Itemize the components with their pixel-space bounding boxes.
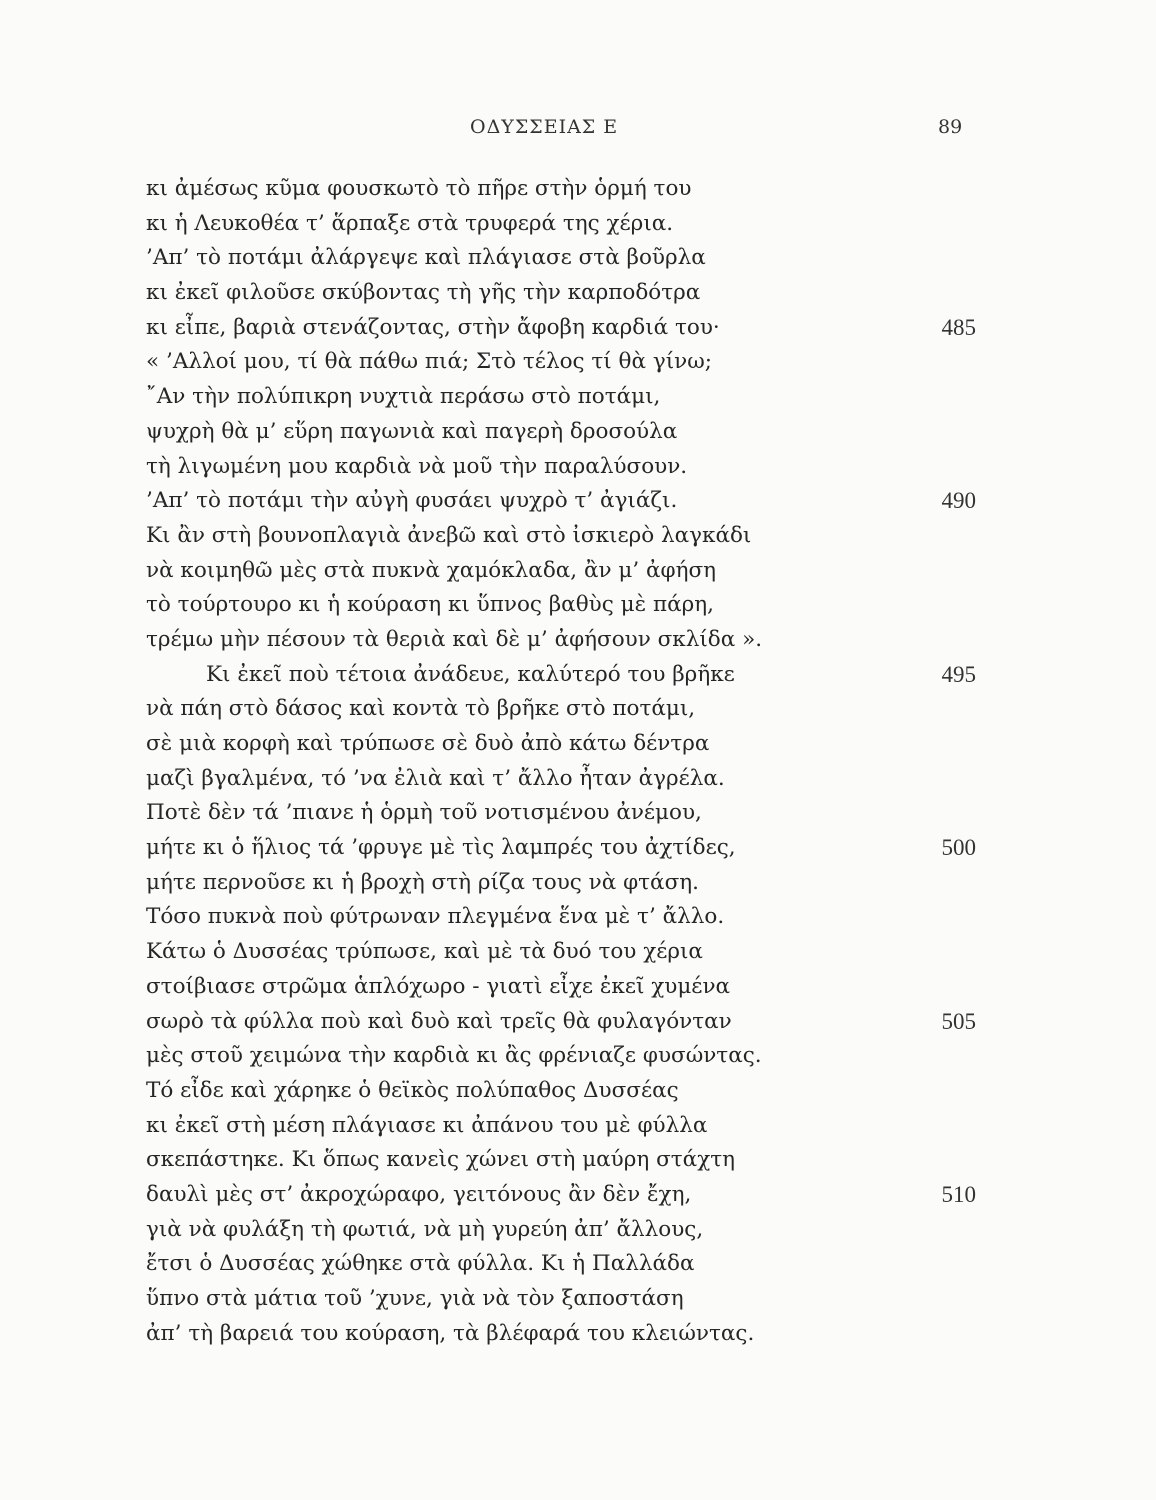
- verse-text: ἀπ’ τὴ βαρειά του κούραση, τὰ βλέφαρά του κλειώντας.: [146, 1320, 755, 1346]
- verse-text: νὰ πάη στὸ δάσος καὶ κοντὰ τὸ βρῆκε στὸ ποτάμι,: [146, 696, 696, 722]
- verse-text: κι εἶπε, βαριὰ στενάζοντας, στὴν ἄφοβη καρδιά του·: [146, 314, 720, 340]
- verse-text: Κι ἐκεῖ ποὺ τέτοια ἀνάδευε, καλύτερό του βρῆκε: [206, 661, 735, 687]
- verse-line: [146, 450, 976, 485]
- verse-line: [146, 415, 976, 450]
- verse-text: Κάτω ὁ Δυσσέας τρύπωσε, καὶ μὲ τὰ δυό του χέρια: [146, 939, 703, 965]
- verse-text: σωρὸ τὰ φύλλα ποὺ καὶ δυὸ καὶ τρεῖς θὰ φυλαγόνταν: [146, 1008, 732, 1034]
- verse-line: [146, 276, 976, 311]
- verse-text: μὲς στοῦ χειμώνα τὴν καρδιὰ κι ἂς φρένιαζε φυσώντας.: [146, 1043, 762, 1069]
- verse-text: κι ἐκεῖ φιλοῦσε σκύβοντας τὴ γῆς τὴν καρποδότρα: [146, 280, 701, 306]
- verse-line: [146, 484, 976, 519]
- verse-text: ’Απ’ τὸ ποτάμι τὴν αὐγὴ φυσάει ψυχρὸ τ’ ἀγιάζι.: [146, 488, 678, 514]
- verse-line: [146, 762, 976, 797]
- line-number: 510: [941, 1181, 976, 1207]
- verse-line: [146, 1282, 976, 1317]
- verse-text: « ’Αλλοί μου, τί θὰ πάθω πιά; Στὸ τέλος τί θὰ γίνω;: [146, 349, 712, 375]
- verse-line: [146, 1109, 976, 1144]
- verse-line: [146, 519, 976, 554]
- verse-text: δαυλὶ μὲς στ’ ἀκροχώραφο, γειτόνους ἂν δὲν ἔχη,: [146, 1181, 692, 1207]
- verse-line: [146, 1213, 976, 1248]
- verse-line: [146, 345, 976, 380]
- verse-text: τὸ τούρτουρο κι ἡ κούραση κι ὕπνος βαθὺς μὲ πάρη,: [146, 592, 714, 618]
- verse-line: [146, 588, 976, 623]
- verse-line: [146, 935, 976, 970]
- verse-text: στοίβιασε στρῶμα ἁπλόχωρο - γιατὶ εἶχε ἐκεῖ χυμένα: [146, 973, 731, 999]
- line-number: 490: [941, 488, 976, 514]
- verse-line: [146, 1039, 976, 1074]
- running-head: ΟΔΥΣΣΕΙΑΣ Ε: [470, 116, 619, 138]
- verse-line: [146, 1247, 976, 1282]
- verse-text: ’Απ’ τὸ ποτάμι ἀλάργεψε καὶ πλάγιασε στὰ βοῦρλα: [146, 245, 706, 271]
- verse-line: [146, 970, 976, 1005]
- verse-text: σὲ μιὰ κορφὴ καὶ τρύπωσε σὲ δυὸ ἀπὸ κάτω δέντρα: [146, 731, 710, 756]
- verse-text: Τό εἶδε καὶ χάρηκε ὁ θεϊκὸς πολύπαθος Δυσσέας: [146, 1077, 679, 1103]
- verse-text: σκεπάστηκε. Κι ὅπως κανεὶς χώνει στὴ μαύρη στάχτη: [146, 1147, 736, 1173]
- verse-text: Ποτὲ δὲν τά ’πιανε ἡ ὁρμὴ τοῦ νοτισμένου ἀνέμου,: [146, 800, 702, 826]
- verse-text: τρέμω μὴν πέσουν τὰ θεριὰ καὶ δὲ μ’ ἀφήσουν σκλίδα ».: [146, 626, 763, 652]
- verse-line: [146, 727, 976, 762]
- line-number: 485: [941, 314, 976, 340]
- page-header: [0, 116, 1156, 146]
- verse-text: κι ἐκεῖ στὴ μέση πλάγιασε κι ἀπάνου του μὲ φύλλα: [146, 1112, 708, 1138]
- verse-text: ψυχρὴ θὰ μ’ εὕρη παγωνιὰ καὶ παγερὴ δροσούλα: [146, 418, 678, 444]
- verse-line: [146, 554, 976, 589]
- verse-line: [146, 1178, 976, 1213]
- verse-line: [146, 1005, 976, 1040]
- verse-text: κι ἀμέσως κῦμα φουσκωτὸ τὸ πῆρε στὴν ὁρμή του: [146, 176, 692, 201]
- page-number: 89: [938, 116, 963, 138]
- verse-text: Τόσο πυκνὰ ποὺ φύτρωναν πλεγμένα ἕνα μὲ τ’ ἄλλο.: [146, 904, 725, 930]
- verse-text: τὴ λιγωμένη μου καρδιὰ νὰ μοῦ τὴν παραλύσουν.: [146, 453, 688, 479]
- verse-line: [146, 658, 976, 693]
- verse-line: [146, 796, 976, 831]
- line-number: 495: [941, 661, 976, 687]
- verse-line: [146, 380, 976, 415]
- verse-line: [146, 900, 976, 935]
- verse-text: ἔτσι ὁ Δυσσέας χώθηκε στὰ φύλλα. Κι ἡ Παλλάδα: [146, 1251, 695, 1277]
- verse-line: [146, 692, 976, 727]
- verse-text: μαζὶ βγαλμένα, τό ’να ἐλιὰ καὶ τ’ ἄλλο ἦταν ἀγρέλα.: [146, 765, 725, 791]
- verse-line: [146, 1143, 976, 1178]
- verse-text: Κι ἂν στὴ βουνοπλαγιὰ ἀνεβῶ καὶ στὸ ἰσκιερὸ λαγκάδι: [146, 522, 752, 548]
- line-number: 500: [941, 835, 976, 861]
- verse-line: [146, 241, 976, 276]
- verse-text: ὕπνο στὰ μάτια τοῦ ’χυνε, γιὰ νὰ τὸν ξαποστάση: [146, 1286, 684, 1311]
- verse-line: [146, 207, 976, 242]
- verse-text: μήτε περνοῦσε κι ἡ βροχὴ στὴ ρίζα τους νὰ φτάση.: [146, 869, 699, 895]
- verse-text: μήτε κι ὁ ἥλιος τά ’φρυγε μὲ τὶς λαμπρές του ἀχτίδες,: [146, 835, 736, 861]
- verse-line: [146, 1074, 976, 1109]
- verse-line: [146, 311, 976, 346]
- verse-line: [146, 623, 976, 658]
- verse-line: [146, 172, 976, 207]
- verse-text: νὰ κοιμηθῶ μὲς στὰ πυκνὰ χαμόκλαδα, ἂν μ’ ἀφήση: [146, 557, 717, 583]
- verse-block: [146, 172, 976, 1351]
- verse-text: γιὰ νὰ φυλάξη τὴ φωτιά, νὰ μὴ γυρεύη ἀπ’ ἄλλους,: [146, 1216, 704, 1242]
- verse-text: κι ἡ Λευκοθέα τ’ ἅρπαξε στὰ τρυφερά της χέρια.: [146, 210, 674, 236]
- verse-line: [146, 831, 976, 866]
- line-number: 505: [941, 1008, 976, 1034]
- verse-text: ῎Αν τὴν πολύπικρη νυχτιὰ περάσω στὸ ποτάμι,: [146, 384, 661, 410]
- verse-line: [146, 1317, 976, 1352]
- verse-line: [146, 866, 976, 901]
